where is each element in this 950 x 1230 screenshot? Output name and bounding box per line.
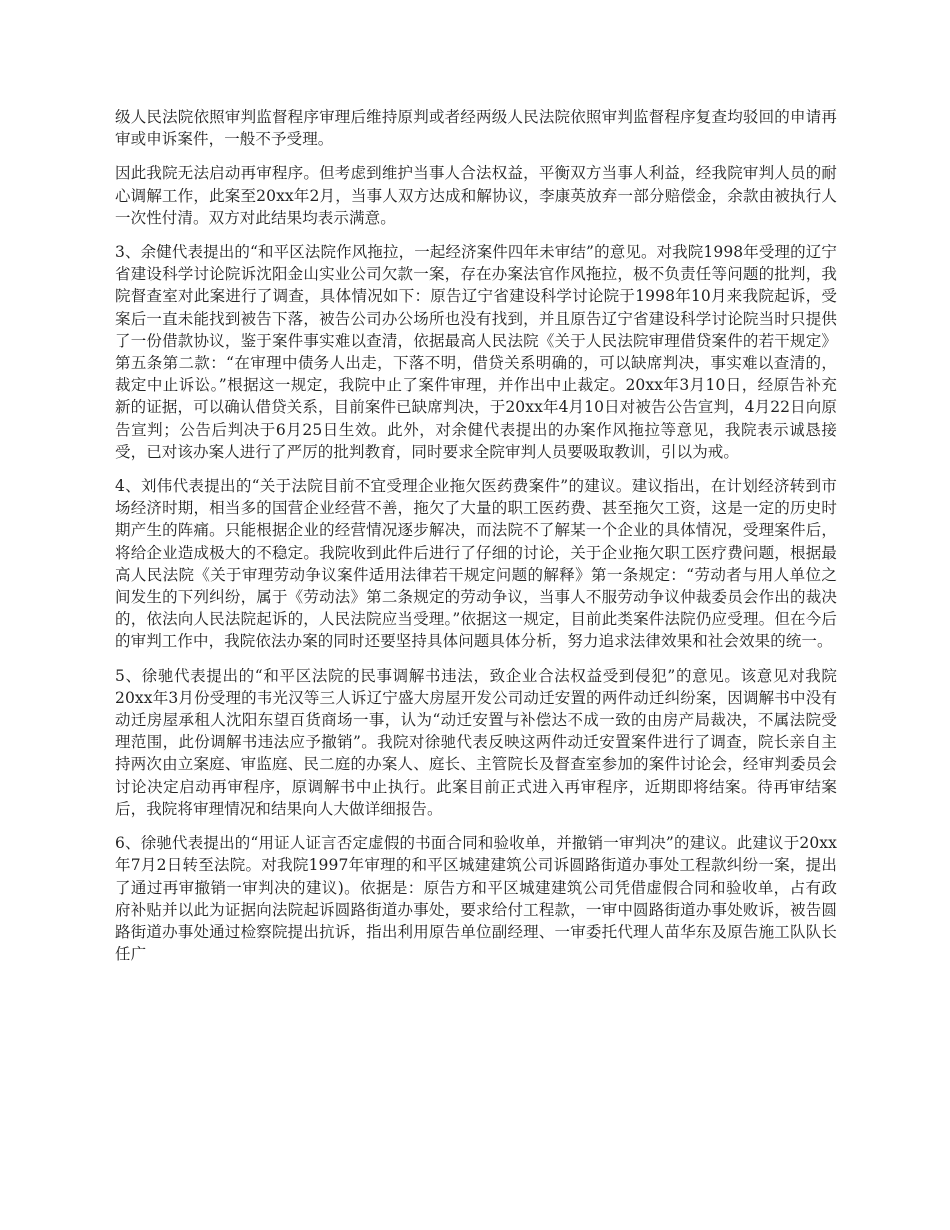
paragraph-5: 5、徐驰代表提出的“和平区法院的民事调解书违法，致企业合法权益受到侵犯”的意见。该意见对我院20xx年3月份受理的韦光汉等三人诉辽宁盛大房屋开发公司动迁安置的两件动迁纠纷案，因调解书中没有动迁房屋承租人沈阳东望百货商场一事，认为“动迁安置与补偿达不成一致的由房产局裁决，不属法院受理范围，此份调解书违法应予撤销”。我院对徐驰代表反映这两件动迁安置案件进行了调查，院长亲自主持两次由立案庭、审监庭、民二庭的办案人、庭长、主管院长及督查室参加的案件讨论会，经审判委员会讨论决定启动再审程序，原调解书中止执行。此案目前正式进入再审程序，近期即将结案。待再审结案后，我院将审理情况和结果向人大做详细报告。: [115, 666, 837, 818]
paragraph-3: 3、余健代表提出的“和平区法院作风拖拉，一起经济案件四年未审结”的意见。对我院1998年受理的辽宁省建设科学讨论院诉沈阳金山实业公司欠款一案，存在办案法官作风拖拉，极不负责任等问题的批判，我院督查室对此案进行了调查，具体情况如下：原告辽宁省建设科学讨论院于1998年10月来我院起诉，受案后一直未能找到被告下落，被告公司办公场所也没有找到，并且原告辽宁省建设科学讨论院当时只提供了一份借款协议，鉴于案件事实难以查清，依据最高人民法院《关于人民法院审理借贷案件的若干规定》第五条第二款：“在审理中债务人出走，下落不明，借贷关系明确的，可以缺席判决，事实难以查清的，裁定中止诉讼。”根据这一规定，我院中止了案件审理，并作出中止裁定。20xx年3月10日，经原告补充新的证据，可以确认借贷关系，目前案件已缺席判决，于20xx年4月10日对被告公告宣判，4月22日向原告宣判；公告后判决于6月25日生效。此外，对余健代表提出的办案作风拖拉等意见，我院表示诚恳接受，已对该办案人进行了严厉的批判教育，同时要求全院审判人员要吸取教训，引以为戒。: [115, 243, 837, 461]
document-page: [115, 106, 837, 977]
paragraph-2: 因此我院无法启动再审程序。但考虑到维护当事人合法权益，平衡双方当事人利益，经我院审判人员的耐心调解工作，此案至20xx年2月，当事人双方达成和解协议，李康英放弃一部分赔偿金，余款由被执行人一次性付清。双方对此结果均表示满意。: [115, 164, 837, 227]
paragraph-6: 6、徐驰代表提出的“用证人证言否定虚假的书面合同和验收单，并撤销一审判决”的建议。此建议于20xx年7月2日转至法院。对我院1997年审理的和平区城建建筑公司诉圆路街道办事处工程款纠纷一案，提出了通过再审撤销一审判决的建议)。依据是：原告方和平区城建建筑公司凭借虚假合同和验收单，占有政府补贴并以此为证据向法院起诉圆路街道办事处，要求给付工程款，一审中圆路街道办事处败诉，被告圆路街道办事处通过检察院提出抗诉，指出利用原告单位副经理、一审委托代理人苗华东及原告施工队队长任广: [115, 834, 837, 964]
paragraph-4: 4、刘伟代表提出的“关于法院目前不宜受理企业拖欠医药费案件”的建议。建议指出，在计划经济转到市场经济时期，相当多的国营企业经营不善，拖欠了大量的职工医药费、甚至拖欠工资，这是一定的历史时期产生的阵痛。只能根据企业的经营情况逐步解决，而法院不了解某一个企业的具体情况，受理案件后，将给企业造成极大的不稳定。我院收到此件后进行了仔细的讨论，关于企业拖欠职工医疗费问题，根据最高人民法院《关于审理劳动争议案件适用法律若干规定问题的解释》第一条规定：“劳动者与用人单位之间发生的下列纠纷，属于《劳动法》第二条规定的劳动争议，当事人不服劳动争议仲裁委员会作出的裁决的，依法向人民法院起诉的，人民法院应当受理。”依据这一规定，目前此类案件法院仍应受理。但在今后的审判工作中，我院依法办案的同时还要坚持具体问题具体分析，努力追求法律效果和社会效果的统一。: [115, 477, 837, 651]
paragraph-1: 级人民法院依照审判监督程序审理后维持原判或者经两级人民法院依照审判监督程序复查均驳回的申请再审或申诉案件，一般不予受理。: [115, 108, 837, 149]
